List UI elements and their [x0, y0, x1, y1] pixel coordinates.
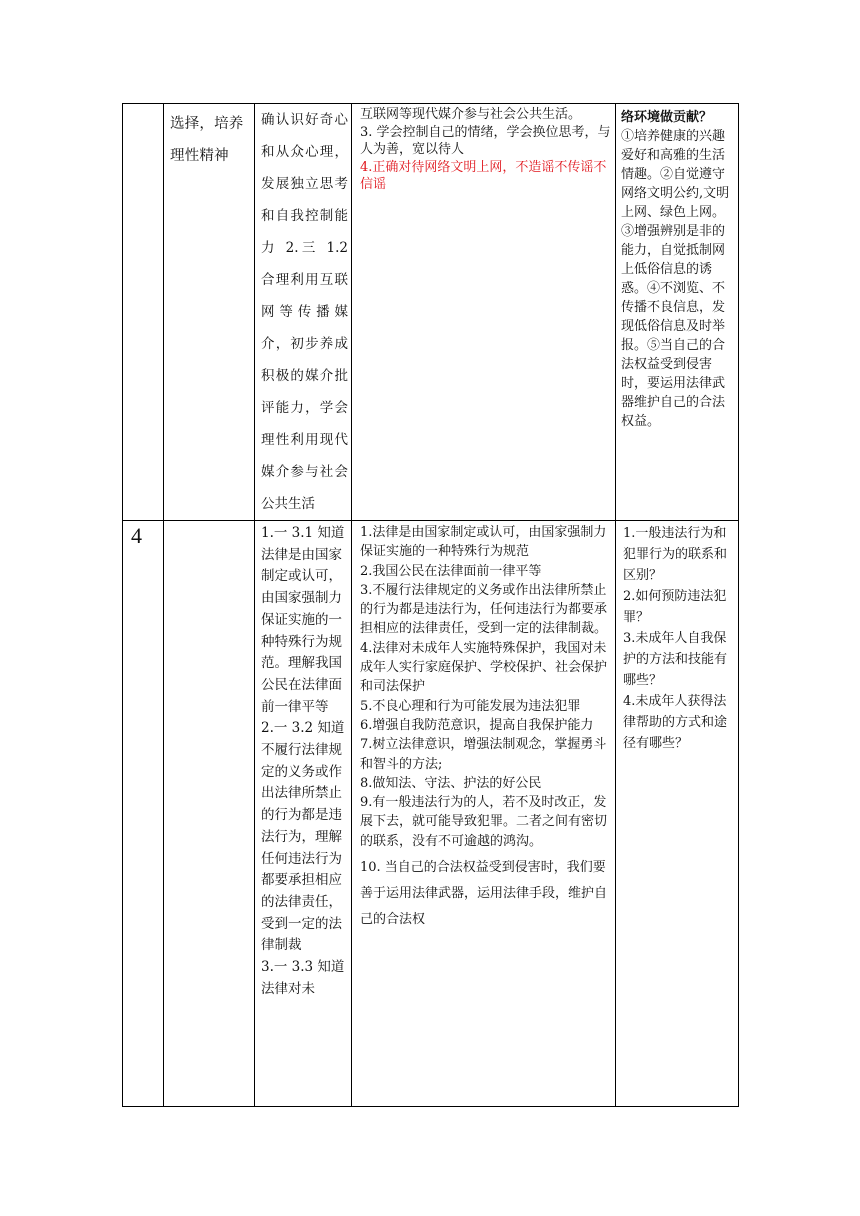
content-cell — [352, 521, 616, 1107]
content-line: 3. 学会控制自己的情绪，学会换位思考，与人为善，宽以待人 — [360, 124, 611, 157]
questions-cell — [616, 521, 739, 1107]
content-line-highlight: 4.正确对待网络文明上网，不造谣不传谣不信谣 — [360, 159, 607, 192]
content-line: 10. 当自己的合法权益受到侵害时，我们要善于运用法律武器，运用法律手段，维护自己的合法权 — [360, 860, 608, 928]
content-line: 1.法律是由国家制定或认可，由国家强制力保证实施的一种特殊行为规范 — [360, 525, 607, 560]
goal-cell: 选择，培养理性精神 — [164, 104, 255, 521]
standard-item: 3.一 3.3 知道法律对未 — [261, 959, 345, 997]
table-row — [123, 521, 739, 1107]
standard-item: 1.一 3.1 知道法律是由国家制定或认可，由国家强制力保证实施的一种特殊行为规范。理解我国公民在法律面前一律平等 — [261, 525, 345, 715]
question-item: 3.未成年人自我保护的方法和技能有哪些？ — [623, 631, 728, 688]
curriculum-table — [122, 103, 739, 1107]
question-heading: 络环境做贡献？ — [621, 110, 713, 125]
standard-item: 2.一 3.2 知道不履行法律规定的义务或作出法律所禁止的行为都是违法行为，理解任何违法行为都要承担相应的法律责任，受到一定的法律制裁 — [261, 720, 345, 954]
content-line: 8.做知法、守法、护法的好公民 — [360, 775, 542, 791]
question-item: 1.一般违法行为和犯罪行为的联系和区别？ — [623, 526, 728, 583]
content-line: 9.有一般违法行为的人，若不及时改正，发展下去，就可能导致犯罪。二者之间有密切的联系，没有不可逾越的鸿沟。 — [360, 795, 608, 849]
content-line: 4.法律对未成年人实施特殊保护，我国对未成年人实行家庭保护、学校保护、社会保护和司法保护 — [360, 640, 608, 695]
table-row — [123, 104, 739, 521]
content-line: 7.树立法律意识，增强法制观念，掌握勇斗和智斗的方法; — [360, 737, 607, 772]
questions-cell — [616, 104, 739, 521]
question-answer: ①培养健康的兴趣爱好和高雅的生活情趣。②自觉遵守网络文明公约,文明上网、绿色上网。③增强辨别是非的能力，自觉抵制网上低俗信息的诱惑。④不浏览、不传播不良信息，发现低俗信息及时举报。⑤当自己的合法权益受到侵害时，要运用法律武器维护自己的合法权益。 — [621, 129, 730, 429]
content-line: 互联网等现代媒介参与社会公共生活。 — [360, 107, 582, 122]
content-line: 2.我国公民在法律面前一律平等 — [360, 563, 542, 579]
standard-cell — [255, 521, 352, 1107]
content-line: 5.不良心理和行为可能发展为违法犯罪 — [360, 698, 581, 714]
goal-cell — [164, 521, 255, 1107]
content-line: 6.增强自我防范意识，提高自我保护能力 — [360, 717, 594, 733]
content-line: 3.不履行法律规定的义务或作出法律所禁止的行为都是违法行为，任何违法行为都要承担相应的法律责任，受到一定的法律制裁。 — [360, 582, 608, 637]
standard-cell: 确认识好奇心和从众心理，发展独立思考和自我控制能力 2.三 1.2 合理利用互联网等传播媒介，初步养成积极的媒介批评能力，学会理性利用现代媒介参与社会公共生活 — [255, 104, 352, 521]
number-cell: 4 — [123, 521, 164, 1107]
question-item: 2.如何预防违法犯罪？ — [623, 589, 727, 625]
number-cell — [123, 104, 164, 521]
content-cell — [352, 104, 616, 521]
question-item: 4.未成年人获得法律帮助的方式和途径有哪些？ — [623, 694, 728, 751]
